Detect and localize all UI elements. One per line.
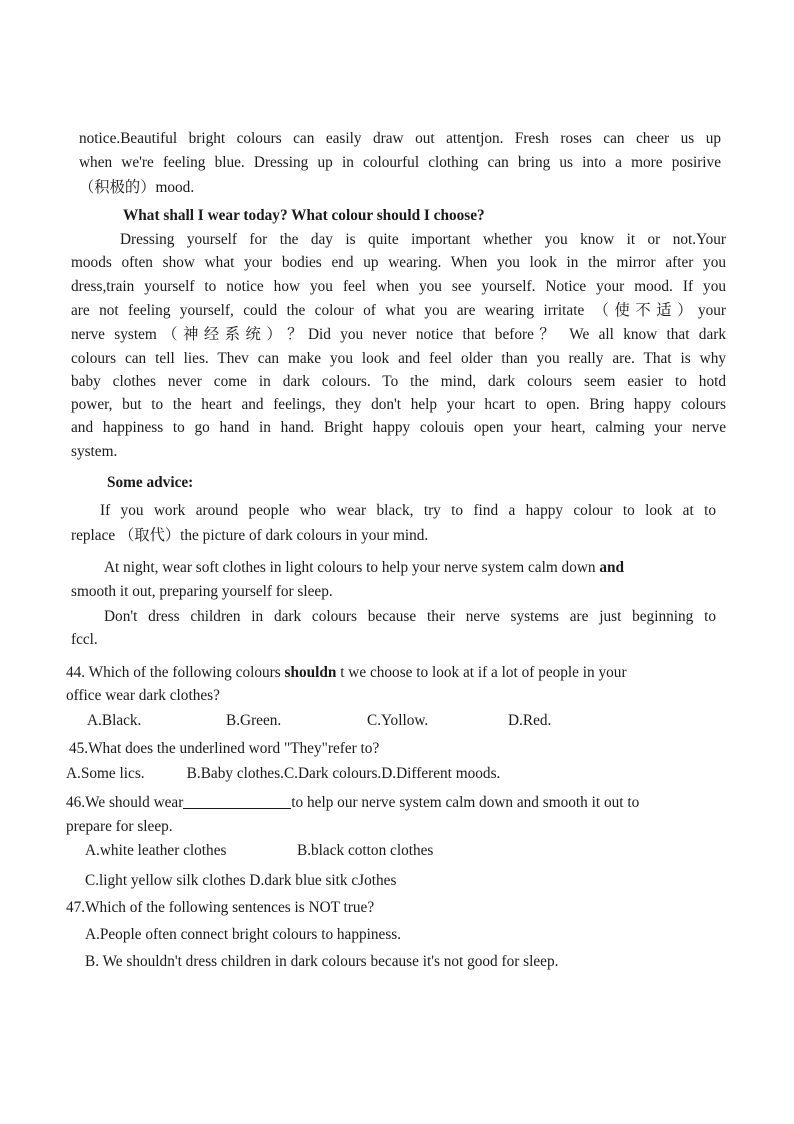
question-44-option-a[interactable]: A.Black. [87, 712, 142, 729]
question-46-text-start: 46.We should wear [66, 794, 184, 811]
question-45-options[interactable]: A.Some lics. B.Baby clothes.C.Dark colours.D.Different moods. [66, 765, 501, 782]
advice-2-line-2: smooth it out, preparing yourself for sleep. [71, 583, 333, 600]
advice-2-line-1-bold: and [599, 559, 625, 576]
question-47-option-a[interactable]: A.People often connect bright colours to happiness. [85, 926, 402, 943]
advice-3-line-2: fccl. [71, 631, 98, 648]
question-44-option-b[interactable]: B.Green. [226, 712, 282, 729]
advice-2-line-1 [104, 556, 716, 580]
question-44-option-d[interactable]: D.Red. [508, 712, 552, 729]
question-46-option-a[interactable]: A.white leather clothes [85, 842, 227, 859]
passage-body-line-7: baby clothes never come in dark colours. To the mind, dark colours seem easier to hotd [71, 373, 726, 390]
question-46-options-cd[interactable]: C.light yellow silk clothes D.dark blue sitk cJothes [85, 872, 397, 889]
advice-3-line-1: Don't dress children in dark colours because their nerve systems are just beginning to [104, 608, 716, 625]
passage-intro-line-1: notice.Beautiful bright colours can easily draw out attentjon. Fresh roses can cheer us up [79, 130, 721, 147]
advice-2-line-1-text: At night, wear soft clothes in light colours to help your nerve system calm down [104, 559, 600, 576]
question-44-text-start: 44. Which of the following colours [66, 664, 285, 681]
question-46-line-1 [66, 791, 639, 815]
passage-body-line-2: moods often show what your bodies end up wearing. When you look in the mirror after you [71, 254, 726, 271]
passage-body-line-3: dress,train yourself to notice how you feel when you see yourself. Notice your mood. If you [71, 278, 726, 295]
answer-blank[interactable] [183, 793, 291, 809]
question-45-line: 45.What does the underlined word "They"refer to? [69, 740, 380, 757]
question-47-line: 47.Which of the following sentences is NOT true? [66, 899, 375, 916]
passage-body-line-6: colours can tell lies. Thev can make you look and feel older than you really are. That is why [71, 350, 726, 367]
passage-body-line-5: nerve system（神经系统）？Did you never notice that before？ We all know that dark [71, 326, 726, 343]
question-46-options-ab [0, 839, 794, 863]
question-44-option-c[interactable]: C.Yollow. [367, 712, 429, 729]
question-46-text-end: to help our nerve system calm down and smooth it out to [291, 794, 640, 811]
question-47-option-b[interactable]: B. We shouldn't dress children in dark colours because it's not good for sleep. [85, 953, 559, 970]
passage-intro-line-2: when we're feeling blue. Dressing up in colourful clothing can bring us into a more posirive [79, 154, 721, 171]
question-44-line-2: office wear dark clothes? [66, 687, 220, 704]
question-46-option-b[interactable]: B.black cotton clothes [297, 842, 434, 859]
question-44-line-1 [66, 661, 716, 685]
question-44-text-bold: shouldn [284, 664, 337, 681]
passage-body-line-4: are not feeling yourself, could the colour of what you are wearing irritate （使不适）your [71, 302, 726, 319]
question-46-line-2: prepare for sleep. [66, 818, 173, 835]
question-44-options [0, 709, 794, 733]
advice-1-line-1: If you work around people who wear black, try to find a happy colour to look at to [100, 502, 716, 519]
passage-heading: What shall I wear today? What colour should I choose? [123, 207, 485, 224]
passage-body-line-9: and happiness to go hand in hand. Bright happy colouis open your heart, calming your nerve [71, 419, 726, 436]
advice-heading: Some advice: [107, 474, 194, 491]
question-44-text-end: t we choose to look at if a lot of people in your [336, 664, 627, 681]
passage-body-line-8: power, but to the heart and feelings, they don't help your hcart to open. Bring happy colours [71, 396, 726, 413]
passage-intro-line-3: （积极的）mood. [79, 179, 195, 196]
passage-body-line-10: system. [71, 443, 118, 460]
advice-1-line-2: replace （取代）the picture of dark colours in your mind. [71, 527, 429, 544]
passage-body-line-1: Dressing yourself for the day is quite important whether you know it or not.Your [120, 231, 726, 248]
